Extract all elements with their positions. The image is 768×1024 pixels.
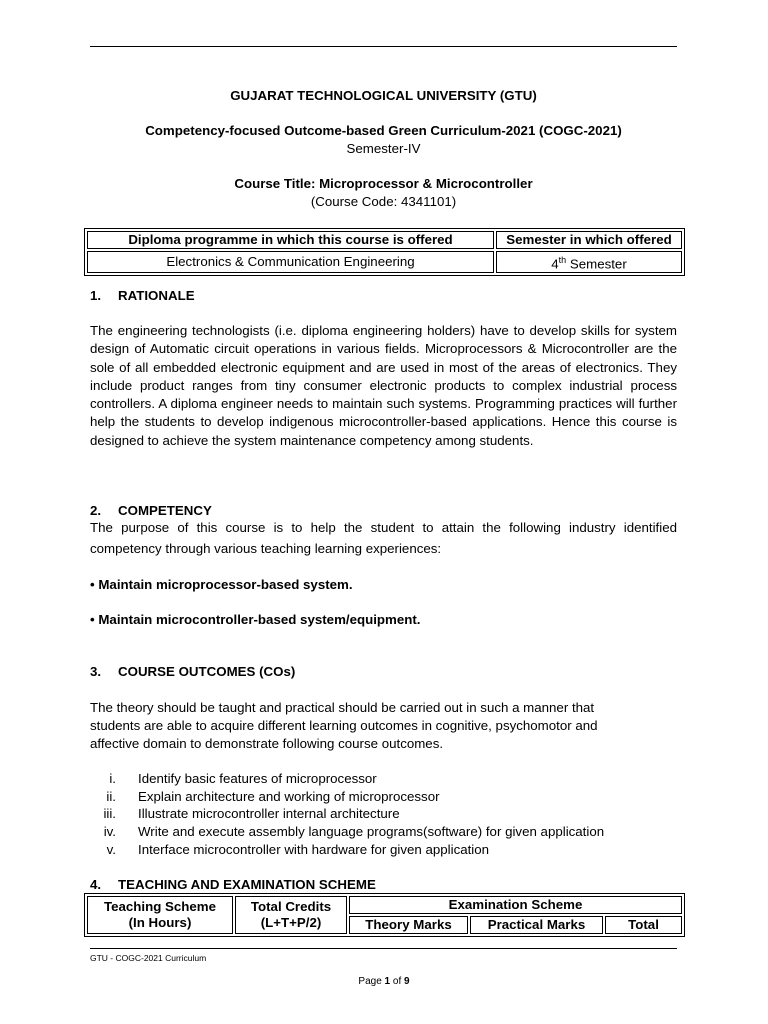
total-credits-header	[235, 896, 347, 934]
rationale-heading: RATIONALE	[118, 288, 195, 303]
total-credits-line1: Total Credits	[250, 899, 332, 914]
page-prefix: Page	[358, 976, 385, 987]
teaching-scheme-table	[84, 893, 685, 937]
course-outcomes-number: 3.	[90, 664, 102, 679]
co-text: Explain architecture and working of microprocessor	[138, 789, 440, 804]
teaching-scheme-line2: (In Hours)	[128, 915, 192, 930]
competency-bullet-2: • Maintain microcontroller-based system/equipment.	[90, 612, 421, 627]
page-total: 9	[404, 976, 410, 987]
competency-intro-line1: The purpose of this course is to help the student to attain the following industry identified	[90, 520, 677, 535]
university-title: GUJARAT TECHNOLOGICAL UNIVERSITY (GTU)	[230, 88, 537, 103]
semester-offered	[496, 251, 682, 273]
competency-intro-line2: competency through various teaching learning experiences:	[90, 541, 442, 556]
programme-column-header: Diploma programme in which this course is offered	[87, 231, 494, 249]
programme-name: Electronics & Communication Engineering	[87, 251, 494, 273]
teaching-scheme-line1: Teaching Scheme	[103, 899, 217, 914]
course-outcomes-heading: COURSE OUTCOMES (COs)	[118, 664, 296, 679]
table-row	[87, 896, 682, 914]
rationale-number: 1.	[90, 288, 102, 303]
page-of: of	[390, 976, 405, 987]
semester-column-header: Semester in which offered	[496, 231, 682, 249]
competency-number: 2.	[90, 503, 102, 518]
semester-word: Semester	[566, 256, 627, 272]
top-rule	[90, 46, 677, 47]
total-header: Total	[605, 916, 682, 934]
theory-marks-header: Theory Marks	[349, 916, 468, 934]
co-number: v.	[106, 842, 116, 857]
programme-table	[84, 228, 685, 276]
co-number: i.	[109, 771, 116, 786]
semester-number: 4	[551, 256, 559, 272]
semester-suffix: th	[558, 255, 567, 265]
competency-bullet-1: • Maintain microprocessor-based system.	[90, 577, 353, 592]
co-number: ii.	[106, 789, 116, 804]
table-row	[87, 251, 682, 273]
practical-marks-header: Practical Marks	[470, 916, 603, 934]
teaching-scheme-number: 4.	[90, 877, 102, 892]
course-outcomes-intro-line2: students are able to acquire different learning outcomes in cognitive, psychomotor and	[90, 718, 598, 733]
total-credits-line2: (L+T+P/2)	[260, 915, 322, 930]
co-text: Identify basic features of microprocessor	[138, 771, 377, 786]
co-number: iii.	[103, 806, 116, 821]
competency-heading: COMPETENCY	[118, 503, 212, 518]
table-row	[87, 231, 682, 249]
semester-label: Semester-IV	[346, 141, 421, 156]
rationale-text: The engineering technologists (i.e. diploma engineering holders) have to develop skills for system design of Automatic circuit operations in various fields. Microprocessors & Microcontroller are the sole of all embedded electronic equipment and are used in most of the areas of electronics. They include product ranges from tiny consumer electronic products to complex industrial process controllers. A diploma engineer needs to maintain such systems. Programming practices will further help the students to develop indigenous microcontroller-based applications. Hence this course is designed to achieve the system maintenance competency among students.	[90, 323, 677, 448]
page-number	[0, 976, 768, 987]
course-code: (Course Code: 4341101)	[310, 194, 457, 209]
co-text: Interface microcontroller with hardware for given application	[138, 842, 490, 857]
page-current: 1	[384, 976, 391, 987]
teaching-scheme-heading: TEACHING AND EXAMINATION SCHEME	[118, 877, 376, 892]
co-number: iv.	[103, 824, 116, 839]
examination-scheme-header: Examination Scheme	[349, 896, 682, 914]
footer-curriculum: GTU - COGC-2021 Curriculum	[90, 953, 207, 963]
course-title: Course Title: Microprocessor & Microcontroller	[234, 176, 533, 191]
course-outcomes-intro-line3: affective domain to demonstrate following course outcomes.	[90, 736, 444, 751]
co-text: Illustrate microcontroller internal architecture	[138, 806, 400, 821]
course-outcomes-intro-line1: The theory should be taught and practical should be carried out in such a manner that	[90, 700, 595, 715]
teaching-scheme-header	[87, 896, 233, 934]
footer-rule	[90, 948, 677, 949]
curriculum-title: Competency-focused Outcome-based Green Curriculum-2021 (COGC-2021)	[145, 123, 622, 138]
co-text: Write and execute assembly language programs(software) for given application	[138, 824, 605, 839]
